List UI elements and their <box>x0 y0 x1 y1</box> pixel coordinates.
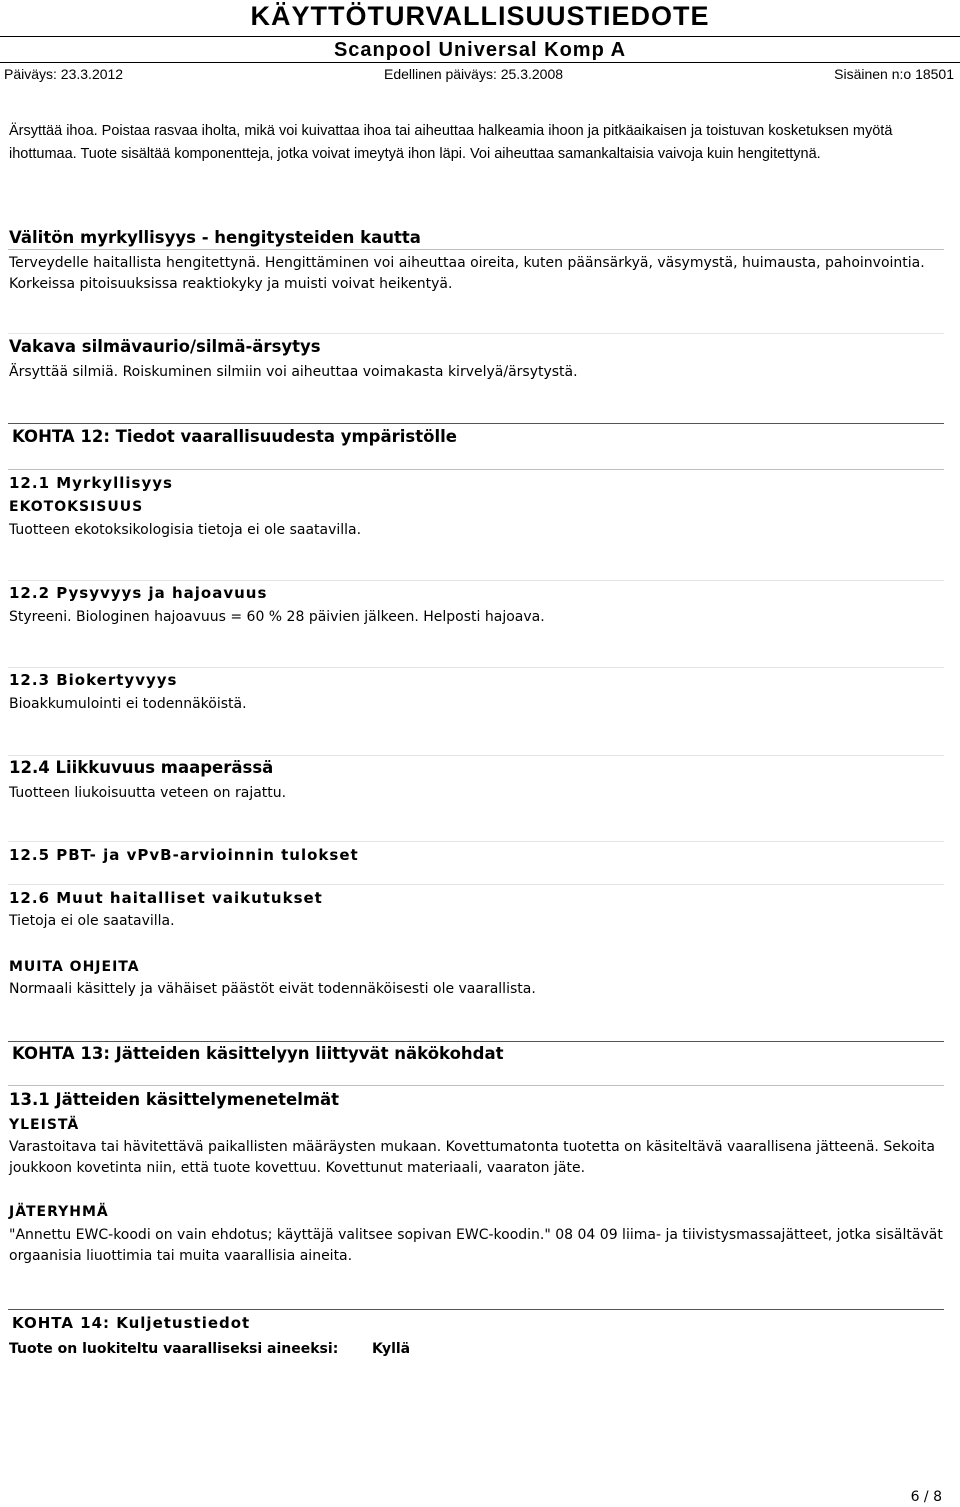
other-instructions-label: MUITA OHJEITA <box>9 959 140 975</box>
bioaccumulation-text: Bioakkumulointi ei todennäköistä. <box>9 696 247 712</box>
section-12-heading: KOHTA 12: Tiedot vaarallisuudesta ympäristölle <box>12 427 457 446</box>
subsection-12-3-divider <box>8 667 944 668</box>
subsection-12-6-divider <box>8 884 944 885</box>
skin-text: Ärsyttää ihoa. Poistaa rasvaa iholta, mikä voi kuivattaa ihoa tai aiheuttaa halkeamia ihoon ja pitkäaikaisen ja toistuvan kosketuksen myötä ihottumaa. Tuote sisältää komponentteja, jotka voivat imeytyä ihon läpi. Voi aiheuttaa samankaltaisia vaivoja kuin hengitettynä. <box>9 123 893 162</box>
subsection-12-2-divider <box>8 580 944 581</box>
section-13-divider <box>8 1085 944 1086</box>
product-name: Scanpool Universal Komp A <box>333 39 627 61</box>
dangerous-goods-label: Tuote on luokiteltu vaaralliseksi aineeksi: <box>9 1341 339 1357</box>
internal-number: Sisäinen n:o 18501 <box>834 66 954 82</box>
section-12-top-line <box>8 423 944 424</box>
subsection-12-5-divider <box>8 841 944 842</box>
header-divider-bottom <box>0 62 960 63</box>
inhalation-text: Terveydelle haitallista hengitettynä. Hengittäminen voi aiheuttaa oireita, kuten päänsärkyä, väsymystä, huimausta, pahoinvointia. Korkeissa pitoisuuksissa reaktiokyky ja muisti voivat heikentyä. <box>9 255 925 292</box>
section-13-top-line <box>8 1041 944 1042</box>
waste-group-label: JÄTERYHMÄ <box>9 1204 109 1220</box>
ecotoxicity-text: Tuotteen ekotoksikologisia tietoja ei ole saatavilla. <box>9 522 362 538</box>
subsection-12-4-divider <box>8 755 944 756</box>
header-divider <box>0 36 960 37</box>
section-14-heading: KOHTA 14: Kuljetustiedot <box>12 1314 251 1332</box>
section-14-top-line <box>8 1309 944 1310</box>
subsection-12-5-heading: 12.5 PBT- ja vPvB-arvioinnin tulokset <box>9 846 359 864</box>
previous-date: Edellinen päiväys: 25.3.2008 <box>384 66 564 82</box>
section-12-divider <box>8 469 944 470</box>
page-number: 6 / 8 <box>910 1489 942 1505</box>
general-text: Varastoitava tai hävitettävä paikallisten määräysten mukaan. Kovettumatonta tuotetta on käsiteltävä vaarallisena jätteenä. Sekoita joukkoon kovetinta niin, että tuote kovettuu. Kovettunut materiaali, vaaraton jäte. <box>9 1139 935 1176</box>
document-title: KÄYTTÖTURVALLISUUSTIEDOTE <box>250 1 710 31</box>
mobility-text: Tuotteen liukoisuutta veteen on rajattu. <box>9 785 287 801</box>
other-effects-text: Tietoja ei ole saatavilla. <box>9 913 175 929</box>
dangerous-goods-value: Kyllä <box>372 1341 411 1357</box>
inhalation-heading: Välitön myrkyllisyys - hengitysteiden kautta <box>9 228 421 247</box>
subsection-13-1-heading: 13.1 Jätteiden käsittelymenetelmät <box>9 1090 340 1109</box>
section-13-heading: KOHTA 13: Jätteiden käsittelyyn liittyvät näkökohdat <box>12 1044 504 1063</box>
subsection-12-4-heading: 12.4 Liikkuvuus maaperässä <box>9 758 274 777</box>
eye-divider <box>8 333 944 334</box>
waste-group-text: "Annettu EWC-koodi on vain ehdotus; käyttäjä valitsee sopivan EWC-koodin." 08 04 09 liima- ja tiivistysmassajätteet, jotka sisältävät orgaanisia liuottimia tai muita vaarallisia aineita. <box>9 1227 943 1264</box>
general-label: YLEISTÄ <box>9 1117 80 1133</box>
subsection-12-1-heading: 12.1 Myrkyllisyys <box>9 474 173 492</box>
subsection-12-6-heading: 12.6 Muut haitalliset vaikutukset <box>9 889 323 907</box>
persistence-text: Styreeni. Biologinen hajoavuus = 60 % 28 päivien jälkeen. Helposti hajoava. <box>9 609 545 625</box>
subsection-12-2-heading: 12.2 Pysyvyys ja hajoavuus <box>9 584 268 602</box>
ecotoxicity-label: EKOTOKSISUUS <box>9 499 144 515</box>
subsection-12-3-heading: 12.3 Biokertyvyys <box>9 671 178 689</box>
inhalation-divider <box>8 249 944 250</box>
issue-date: Päiväys: 23.3.2012 <box>4 66 124 82</box>
eye-heading: Vakava silmävaurio/silmä-ärsytys <box>9 337 321 356</box>
eye-text: Ärsyttää silmiä. Roiskuminen silmiin voi aiheuttaa voimakasta kirvelyä/ärsytystä. <box>9 364 578 380</box>
other-instructions-text: Normaali käsittely ja vähäiset päästöt eivät todennäköisesti ole vaarallista. <box>9 981 536 997</box>
